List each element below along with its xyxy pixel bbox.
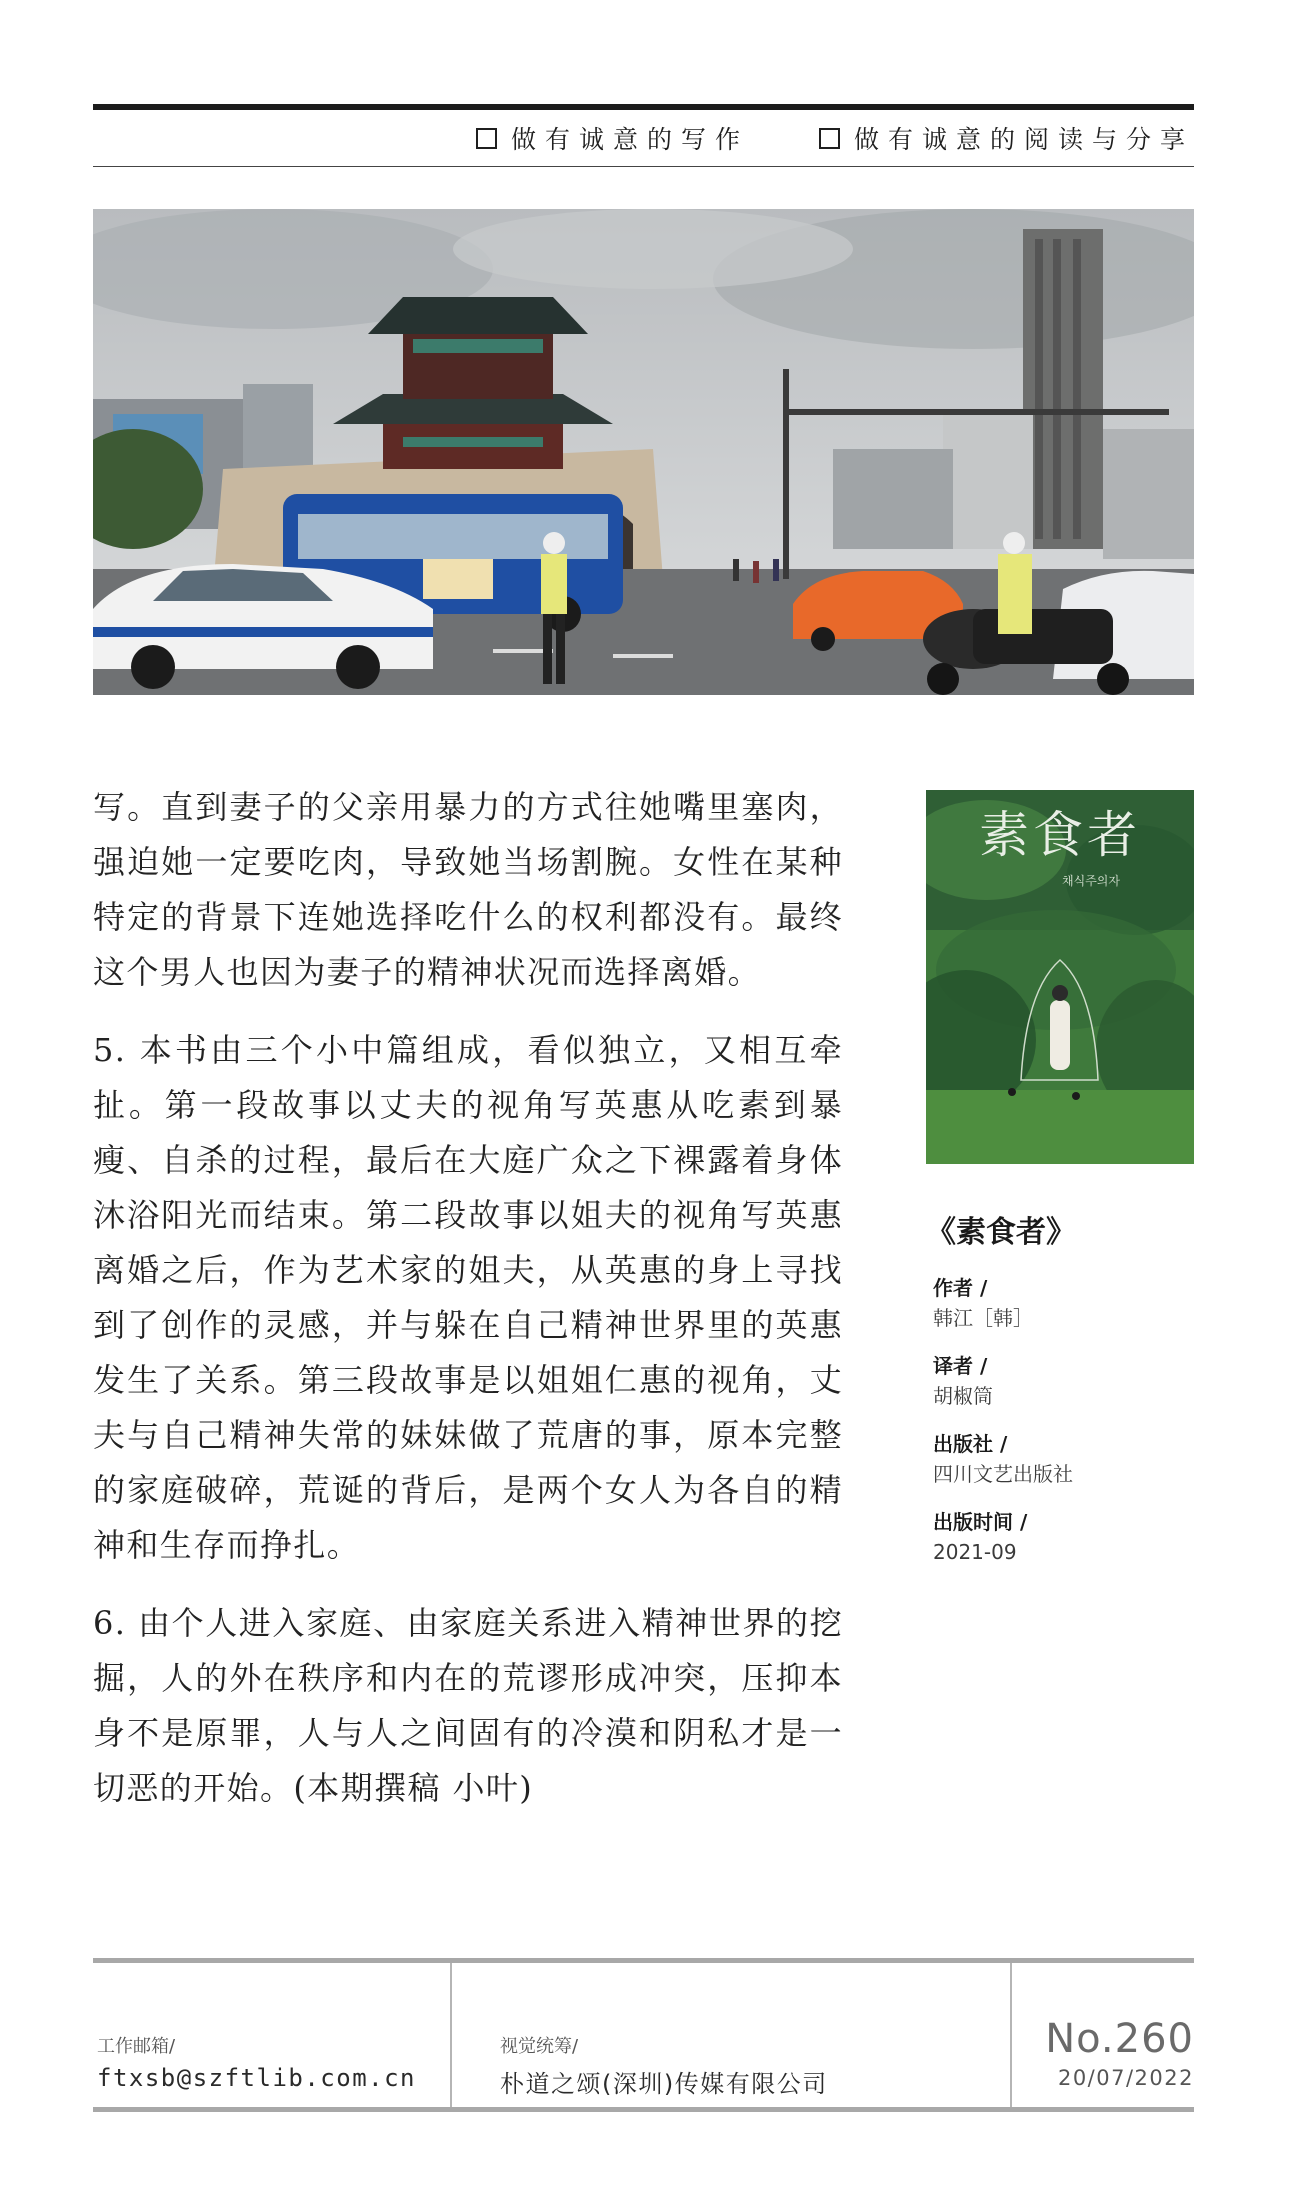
design-value: 朴道之颂(深圳)传媒有限公司	[500, 2070, 828, 2098]
book-title: 《素食者》	[926, 1215, 1076, 1250]
design-label: 视觉统筹/	[500, 2036, 579, 2057]
paragraph: 写。直到妻子的父亲用暴力的方式往她嘴里塞肉，强迫她一定要吃肉，导致她当场割腕。女性在某种特定的背景下连她选择吃什么的权利都没有。最终这个男人也因为妻子的精神状况而选择离婚。	[93, 788, 843, 991]
paragraph: 5. 本书由三个小中篇组成，看似独立，又相互牵扯。第一段故事以丈夫的视角写英惠从吃素到暴瘦、自杀的过程，最后在大庭广众之下裸露着身体沐浴阳光而结束。第二段故事以姐夫的视角写英惠离婚之后，作为艺术家的姐夫，从英惠的身上寻找到了创作的灵感，并与躲在自己精神世界里的英惠发生了关系。第三段故事是以姐姐仁惠的视角，丈夫与自己精神失常的妹妹做了荒唐的事，原本完整的家庭破碎，荒诞的背后，是两个女人为各自的精神和生存而挣扎。	[93, 1031, 843, 1564]
slogan-text: 做有诚意的写作	[510, 125, 749, 154]
book-meta	[933, 1273, 1193, 1585]
checkbox-square-icon	[476, 128, 497, 149]
book-cover-illustration	[926, 790, 1194, 1164]
email-value[interactable]: ftxsb@szftlib.com.cn	[97, 2064, 416, 2092]
street-photo	[93, 209, 1194, 695]
slogan-text: 做有诚意的阅读与分享	[853, 125, 1194, 154]
header-bottom-rule	[93, 166, 1194, 167]
footer-divider	[450, 1963, 452, 2107]
publisher-label: 出版社 /	[933, 1432, 1008, 1456]
paragraph: 6. 由个人进入家庭、由家庭关系进入精神世界的挖掘，人的外在秩序和内在的荒谬形成冲突，压抑本身不是原罪，人与人之间固有的冷漠和阴私才是一切恶的开始。(本期撰稿 小叶)	[93, 1604, 843, 1807]
cover-title: 素食者	[979, 806, 1141, 864]
publish-date-label: 出版时间 /	[933, 1510, 1028, 1534]
footer-divider	[1010, 1963, 1012, 2107]
issue-number: No.260	[1045, 2016, 1194, 2062]
publish-date-value: 2021-09	[933, 1540, 1017, 1564]
translator-value: 胡椒筒	[933, 1384, 993, 1408]
slogan-writing	[476, 120, 749, 156]
email-label: 工作邮箱/	[97, 2036, 176, 2057]
author-value: 韩江［韩］	[933, 1306, 1033, 1330]
book-cover	[926, 790, 1194, 1164]
translator-label: 译者 /	[933, 1354, 988, 1378]
issue-date: 20/07/2022	[1057, 2066, 1194, 2090]
author-label: 作者 /	[933, 1276, 988, 1300]
header-slogans	[476, 120, 1194, 156]
footer-bottom-rule	[93, 2107, 1194, 2112]
cover-subtitle: 채식주의자	[1062, 874, 1120, 888]
footer-top-rule	[93, 1958, 1194, 1963]
checkbox-square-icon	[819, 128, 840, 149]
header-top-rule	[93, 104, 1194, 110]
slogan-reading	[819, 120, 1194, 156]
street-scene-illustration	[93, 209, 1194, 695]
article-body	[93, 780, 843, 1839]
publisher-value: 四川文艺出版社	[933, 1462, 1073, 1486]
